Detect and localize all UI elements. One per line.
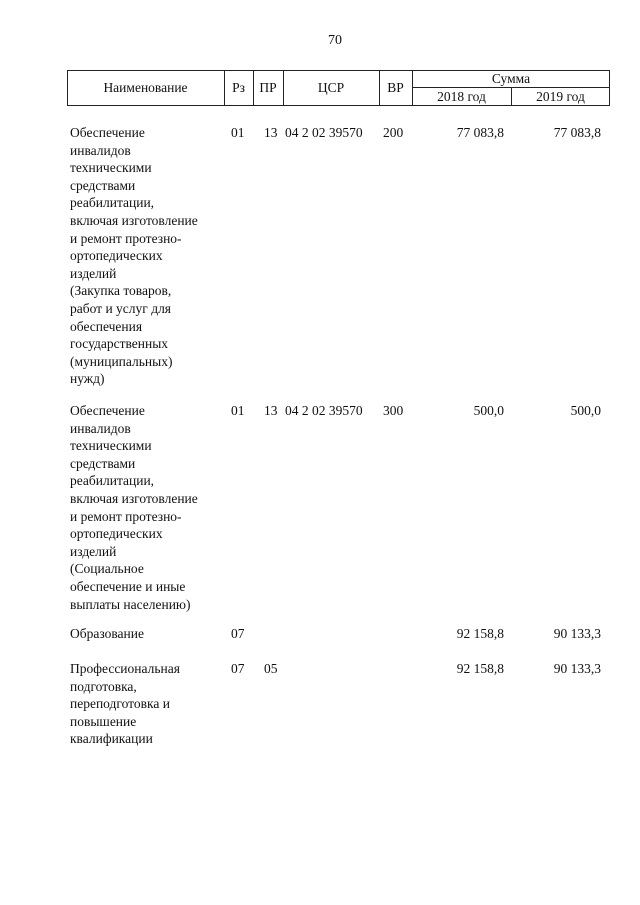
row-name-line: ортопедических	[70, 248, 163, 264]
row-name-line: техническими	[70, 160, 152, 176]
row-name-line: Обеспечение	[70, 125, 145, 140]
row-name-line: Обеспечение	[70, 403, 145, 418]
row-sum-2018: 92 158,8	[456, 661, 504, 676]
row-name-line: средствами	[70, 177, 136, 193]
row-name-line: (муниципальных)	[70, 353, 173, 369]
row-name-line: инвалидов	[70, 420, 131, 436]
row-name	[70, 660, 220, 748]
row-name-line: (Закупка товаров,	[70, 283, 172, 299]
row-rz: 01	[231, 403, 245, 418]
row-name-line: подготовка,	[70, 678, 137, 694]
header-name: Наименование	[103, 80, 188, 95]
row-name-line: повышение	[70, 713, 137, 729]
row-sum-2019: 77 083,8	[553, 125, 601, 140]
row-rz: 07	[231, 626, 245, 641]
row-name-line: государственных	[70, 336, 169, 352]
row-sum-2019: 90 133,3	[553, 661, 601, 676]
row-name-line: и ремонт протезно-	[70, 508, 182, 524]
header-rz: Рз	[232, 80, 245, 95]
row-name-line: квалификации	[70, 731, 153, 747]
row-sum-2019: 90 133,3	[553, 626, 601, 641]
header-year-2018: 2018 год	[437, 89, 486, 104]
row-pr: 13	[264, 403, 278, 418]
header-year-2019: 2019 год	[536, 89, 585, 104]
header-vr: ВР	[387, 80, 404, 95]
row-name-line: реабилитации,	[70, 195, 155, 211]
row-name-line: нужд)	[70, 371, 105, 387]
row-sum-2019: 500,0	[570, 403, 601, 418]
row-name	[70, 124, 220, 388]
header-csr: ЦСР	[317, 80, 345, 95]
row-name	[70, 402, 220, 613]
row-sum-2018: 92 158,8	[456, 626, 504, 641]
header-sum: Сумма	[491, 71, 531, 86]
row-name-line: выплаты населению)	[70, 596, 191, 612]
row-name-line: изделий	[70, 543, 117, 559]
row-name-line: Образование	[70, 626, 144, 641]
table-header	[67, 70, 610, 106]
row-vr: 200	[383, 125, 404, 140]
row-name-line: изделий	[70, 265, 117, 281]
row-rz: 07	[231, 661, 245, 676]
row-csr: 04 2 02 39570	[285, 403, 363, 418]
header-pr: ПР	[259, 80, 277, 95]
row-pr: 13	[264, 125, 278, 140]
row-name-line: средствами	[70, 455, 136, 471]
row-name-line: обеспечение и иные	[70, 578, 186, 594]
row-name-line: Профессиональная	[70, 661, 180, 676]
row-name-line: переподготовка и	[70, 696, 170, 712]
row-name-line: и ремонт протезно-	[70, 230, 182, 246]
header-bottom-border	[67, 105, 610, 106]
row-name	[70, 625, 220, 643]
page-number: 70	[328, 33, 342, 48]
row-name-line: работ и услуг для	[70, 300, 172, 316]
row-csr: 04 2 02 39570	[285, 125, 363, 140]
row-name-line: включая изготовление	[70, 212, 198, 228]
row-name-line: ортопедических	[70, 526, 163, 542]
row-vr: 300	[383, 403, 404, 418]
row-name-line: техническими	[70, 438, 152, 454]
row-sum-2018: 500,0	[473, 403, 504, 418]
row-pr: 05	[264, 661, 278, 676]
row-name-line: инвалидов	[70, 142, 131, 158]
row-sum-2018: 77 083,8	[456, 125, 504, 140]
row-name-line: реабилитации,	[70, 473, 155, 489]
row-name-line: обеспечения	[70, 318, 143, 334]
row-name-line: (Социальное	[70, 561, 144, 577]
row-rz: 01	[231, 125, 245, 140]
row-name-line: включая изготовление	[70, 490, 198, 506]
